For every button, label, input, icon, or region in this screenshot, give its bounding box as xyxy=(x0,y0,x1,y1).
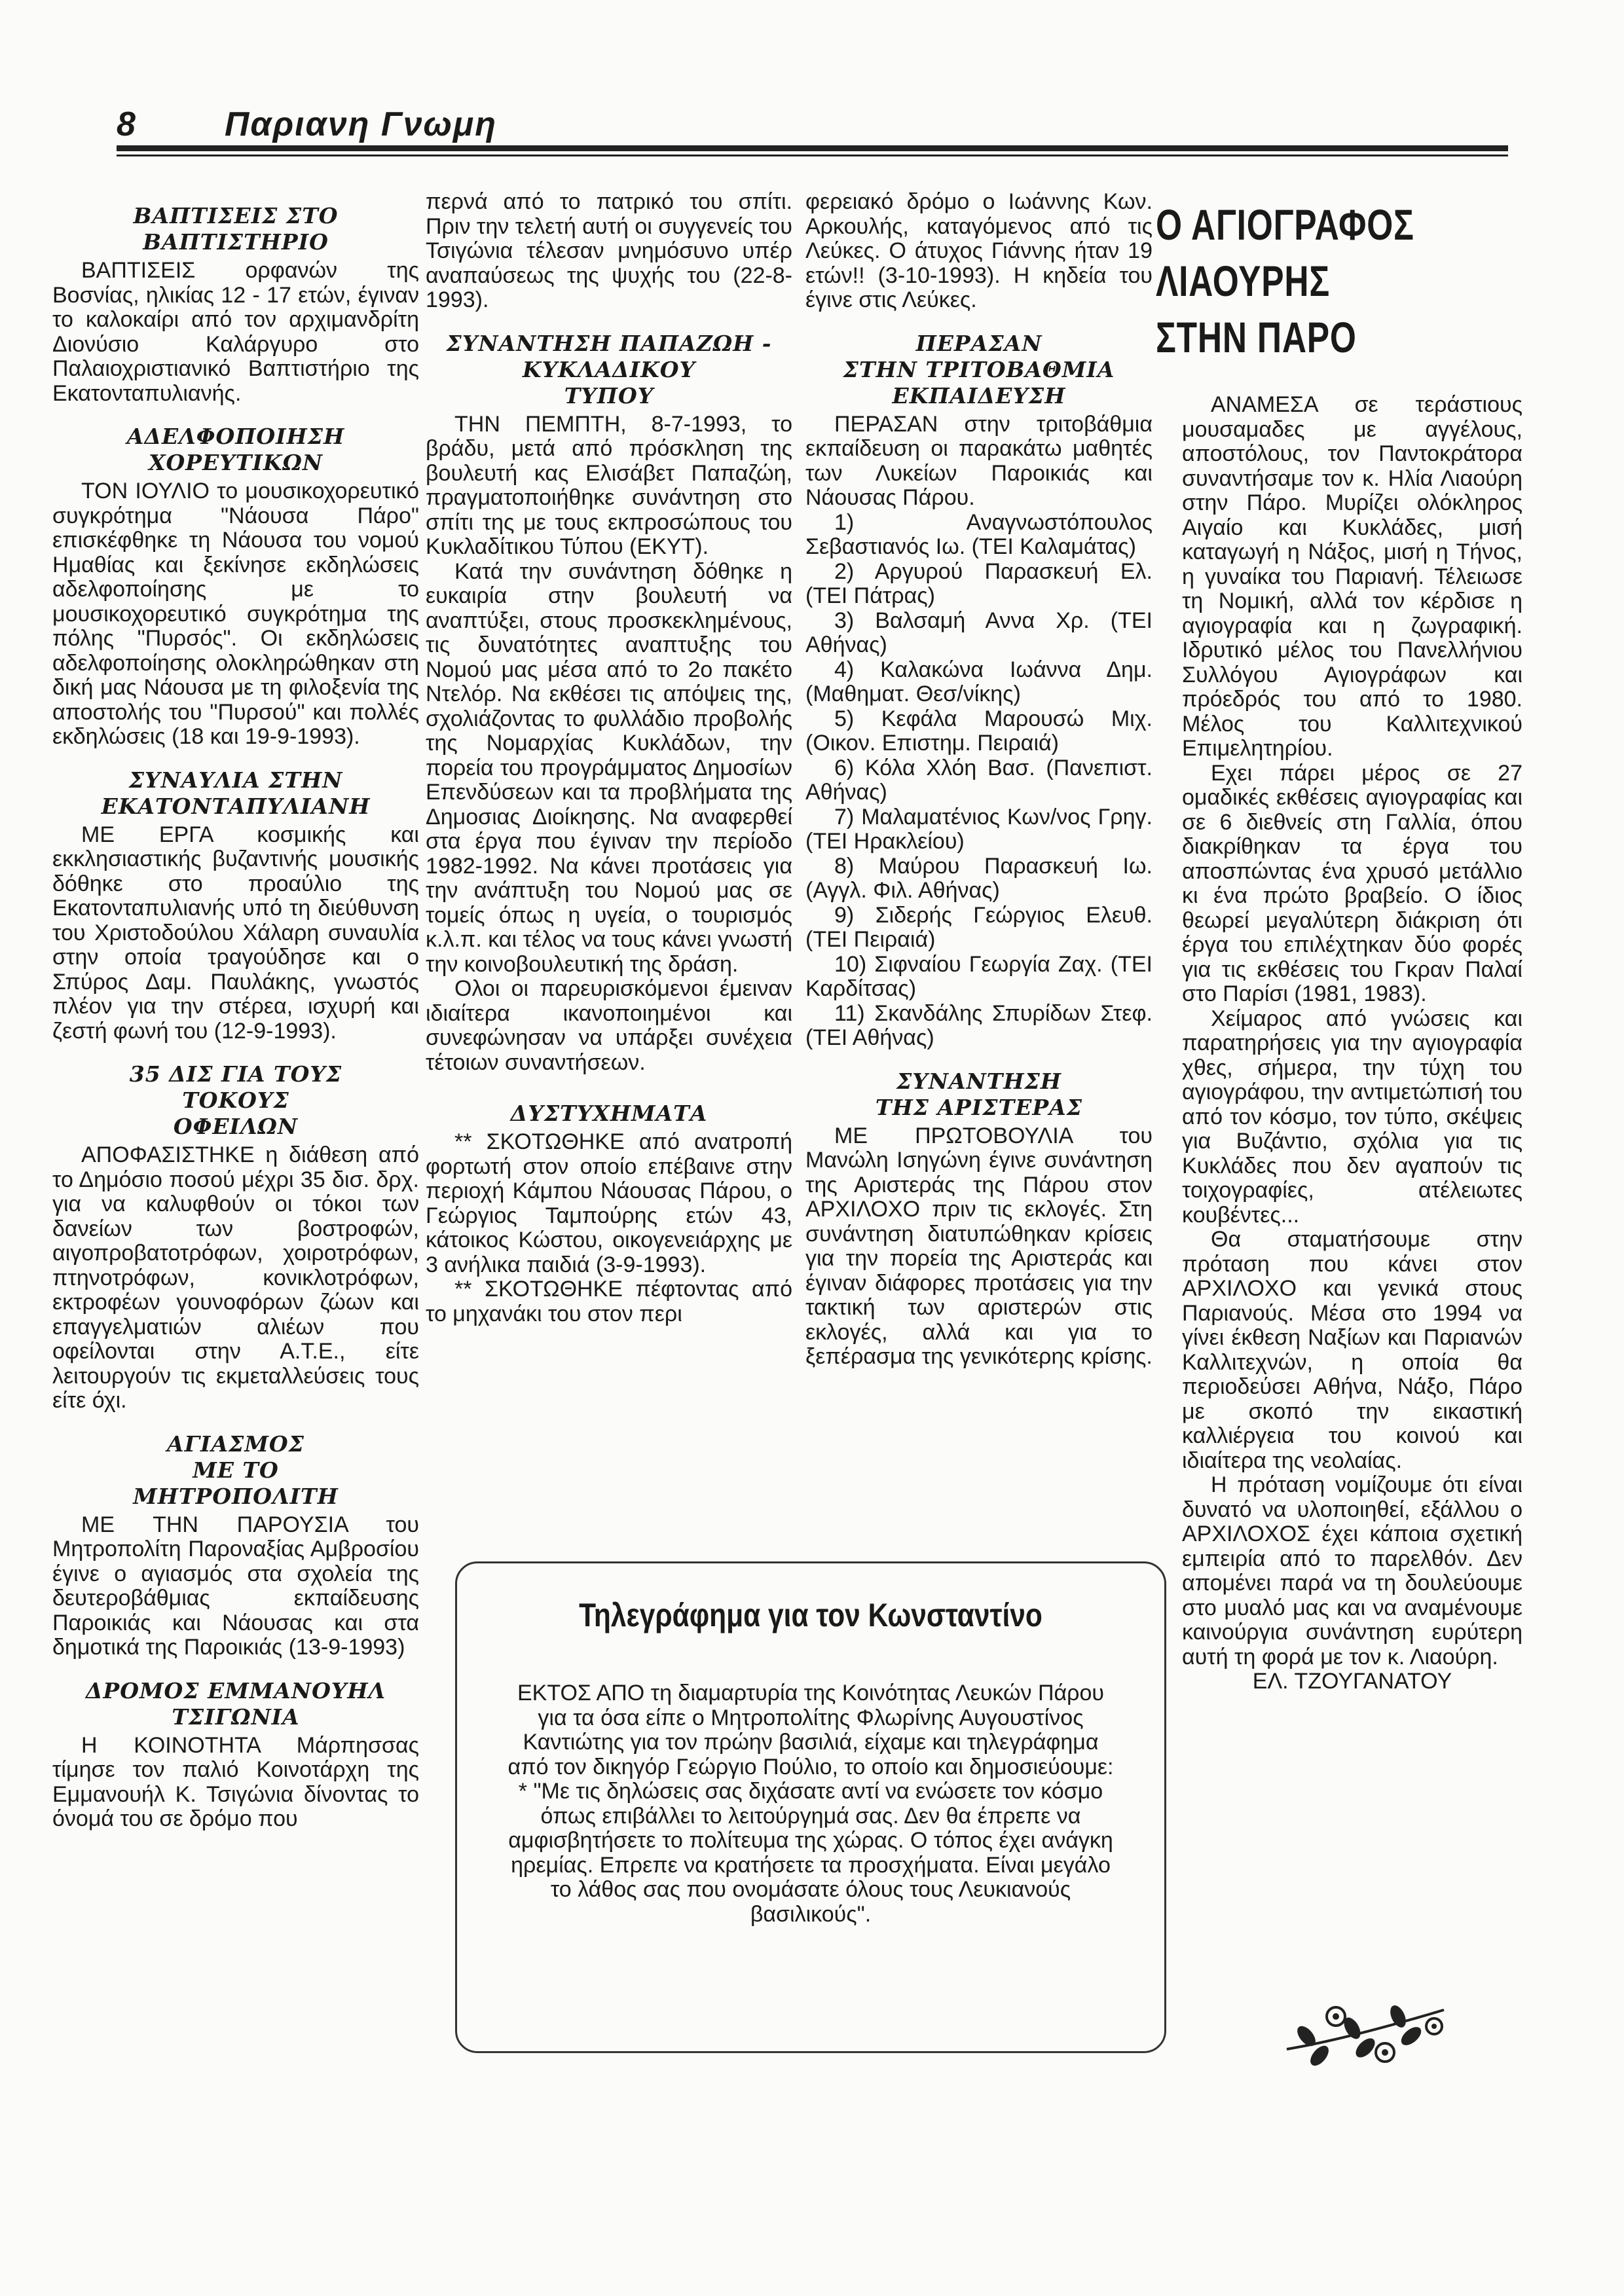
list-item: 10) Σιφναίου Γεωργία Ζαχ. (ΤΕΙ Καρδίτσας) xyxy=(805,951,1153,1001)
article-university-entry xyxy=(805,327,1153,1051)
box-text: * "Με τις δηλώσεις σας διχάσατε αντί να ενώσετε τον κόσμο όπως επιβάλλει το λειτούργημά σας. Δεν θα έπρεπε να αμφισβητήσετε το πολίτευμα της χώρας. Ο τόπος έχει ανάγκη ηρεμίας. Επρεπε να κρατήσετε τα προσχήματα. Είναι μεγάλο το λάθος σας που ονομάσατε όλους τους Λευκιανούς βασιλικούς". xyxy=(508,1779,1113,1927)
article-loans xyxy=(52,1058,419,1413)
list-item: 9) Σιδερής Γεώργιος Ελευθ. (ΤΕΙ Πειραιά) xyxy=(805,902,1153,952)
article-text: ΜΕ ΕΡΓΑ κοσμικής και εκκλησιαστικής βυζαντινής μουσικής δόθηκε στο προαύλιο της Εκατονταπυλιανής υπό τη διεύθυνση του Χριστοδούλου Χάλαρη συναυλία στην οποία τραγούδησε και ο Σπύρος Δαμ. Παυλάκης, γνωστός πλέον για την στέρεα, ισχυρή και ζεστή φωνή του (12-9-1993). xyxy=(52,822,419,1044)
article-heading: ΕΚΠΑΙΔΕΥΣΗ xyxy=(892,382,1066,409)
article-text: ΤΟΝ ΙΟΥΛΙΟ το μουσικοχορευτικό συγκρότημα "Νάουσα Πάρο" επισκέφθηκε τη Νάουσα του νομού Ημαθίας και ξεκίνησε εκδηλώσεις αδελφοποίησης με το μουσικοχορευτικό συγκρότημα της πόλης "Πυρσός". Οι εκδηλώσεις αδελφοποίησης ολοκληρώθηκαν στη δική μας Νάουσα με τη φιλοξενία της αποστολής του "Πυρσού" και πολλές εκδηλώσεις (18 και 19-9-1993). xyxy=(52,479,419,749)
article-heading: ΑΓΙΑΣΜΟΣ xyxy=(166,1430,304,1457)
article-heading: 35 ΔΙΣ ΓΙΑ ΤΟΥΣ xyxy=(129,1061,342,1087)
list-item: 1) Αναγνωστόπουλος Σεβαστιανός Ιω. (ΤΕΙ Καλαμάτας) xyxy=(805,509,1153,559)
article-heading: ΟΦΕΙΛΩΝ xyxy=(173,1114,299,1139)
column-2 xyxy=(426,190,792,1326)
article-heading: ΑΔΕΛΦΟΠΟΙΗΣΗ xyxy=(126,424,345,449)
feature-title-line: ΛΙΑΟΥΡΗΣ xyxy=(1156,257,1331,305)
article-text: Χείμαρος από γνώσεις και παρατηρήσεις για την αγιογραφία χθες, σήμερα, την τύχη του αγιογράφου, την αντιμετώπισή του από τον κόσμο, τον τύπο, σκέψεις για Βυζάντιο, σχόλια για τις Κυκλάδες που δεν αγαπούν τις τοιχογραφίες, ατέλειωτες κουβέντες... xyxy=(1182,1006,1522,1228)
newspaper-title: Παριανη Γνωμη xyxy=(225,105,498,143)
page-header xyxy=(117,103,1505,143)
list-item: 8) Μαύρου Παρασκευή Ιω. (Αγγλ. Φιλ. Αθήνας) xyxy=(805,853,1153,903)
article-heading: ΤΥΠΟΥ xyxy=(564,382,654,409)
list-item: 3) Βαλσαμή Αννα Χρ. (ΤΕΙ Αθήνας) xyxy=(805,608,1153,657)
article-accidents xyxy=(426,1097,792,1326)
article-heading: ΒΑΠΤΙΣΤΗΡΙΟ xyxy=(143,229,329,255)
article-concert xyxy=(52,764,419,1044)
article-text: ΑΠΟΦΑΣΙΣΤΗΚΕ η διάθεση από το Δημόσιο ποσού μέχρι 35 δισ. δρχ. για να καλυφθούν οι τόκοι των δανείων των βοστροφών, αιγοπροβατοτρόφων, χοιροτρόφων, πτηνοτρόφων, κονικλοτρόφων, εκτροφέων γουνοφόρων ζώων και επαγγελματιών αλιέων που οφείλονται στην Α.Τ.Ε., είτε λειτουργούν τις εκμεταλλεύσεις τους είτε όχι. xyxy=(52,1142,419,1413)
article-heading: ΣΥΝΑΝΤΗΣΗ xyxy=(896,1068,1062,1094)
article-text: Θα σταματήσουμε στην πρόταση που κάνει στον ΑΡΧΙΛΟΧΟ και γενικά στους Παριανούς. Μέσα στο 1994 να γίνει έκθεση Ναξίων και Παριανών Καλλιτεχνών, η οποία θα περιοδεύσει Αθήνα, Νάξο, Πάρο με σκοπό την εικαστική καλλιέργεια του κοινού και ιδιαίτερα της νεολαίας. xyxy=(1182,1227,1522,1473)
list-item: 4) Καλακώνα Ιωάννα Δημ. (Μαθηματ. Θεσ/νίκης) xyxy=(805,657,1153,706)
article-heading: ΚΥΚΛΑΔΙΚΟΥ xyxy=(522,356,696,382)
article-text: Η ΚΟΙΝΟΤΗΤΑ Μάρπησσας τίμησε τον παλιό Κοινοτάρχη της Εμμανουήλ Κ. Τσιγώνια δίνοντας το όνομά του σε δρόμο που xyxy=(52,1732,419,1831)
telegram-box xyxy=(455,1561,1166,2053)
floral-ornament-icon xyxy=(1280,1997,1450,2069)
article-heading: ΤΗΣ ΑΡΙΣΤΕΡΑΣ xyxy=(875,1094,1083,1120)
article-meeting-papazoi xyxy=(426,327,792,1076)
article-text: Κατά την συνάντηση δόθηκε η ευκαιρία στην βουλευτή να αναπτύξει, στους προσκεκλημένους, τις δυνατότητες αναπτυξης του Νομού μας μέσα από το 2ο πακέτο Ντελόρ. Να εκθέσει τις απόψεις της, σχολιάζοντας το φυλλάδιο προβολής της Νομαρχίας Κυκλάδων, την πορεία του προγράμματος Δημοσίων Επενδύσεων και τα προβλήματα της Δημοσιας Διοίκησης. Να αναφερθεί στα έργα που έγιναν την περίοδο 1982-1992. Να κάνει προτάσεις για την ανάπτυξη του Νομού μας σε τομείς όπως η υγεία, ο τουρισμός κ.λ.π. και τέλος να τους κάνει γνωστή την κοινοβουλευτική της δράση. xyxy=(426,558,792,977)
article-street xyxy=(52,1675,419,1832)
article-blessing xyxy=(52,1428,419,1660)
feature-title-line: ΣΤΗΝ ΠΑΡΟ xyxy=(1156,313,1357,361)
article-text-continued: φερειακό δρόμο ο Ιωάννης Κων. Αρκουλής, καταγόμενος από τις Λεύκες. Ο άτυχος Γιάννης ήταν 19 ετών!! (3-10-1993). Η κηδεία του έγινε στις Λεύκες. xyxy=(805,189,1153,312)
article-heading: ΒΑΠΤΙΣΕΙΣ ΣΤΟ xyxy=(133,203,339,228)
article-text: ΤΗΝ ΠΕΜΠΤΗ, 8-7-1993, το βράδυ, μετά από πρόσκληση της βουλευτή κας Ελισάβετ Παπαζώη, πραγματοποιήθηκε συνάντηση στο σπίτι της με τους εκπροσώπους του Κυκλαδίτικου Τύπου (ΕΚΥΤ). xyxy=(426,411,792,559)
page-number: 8 xyxy=(117,105,136,143)
list-item: 6) Κόλα Χλόη Βασ. (Πανεπιστ. Αθήνας) xyxy=(805,755,1153,805)
article-text: Η πρόταση νομίζουμε ότι είναι δυνατό να υλοποιηθεί, εξάλλου ο ΑΡΧΙΛΟΧΟΣ έχει κάποια σχετική εμπειρία από το παρελθόν. Δεν απομένει παρά να τη δουλεύουμε στο μυαλό μας και να αναμένουμε καινούργια συνάντηση ευρύτερη αυτή τη φορά με τον κ. Λιαούρη. xyxy=(1182,1472,1522,1669)
article-text: Εχει πάρει μέρος σε 27 ομαδικές εκθέσεις αγιογραφίας και σε 6 διεθνείς στη Γαλλία, όπου διακρίθηκαν τα έργα του αποσπώντας ένα χρυσό μετάλλιο κι ένα πρώτο βραβείο. Ο ίδιος θεωρεί μεγαλύτερη διάκριση ότι έργα του επιλέχτηκαν δύο φορές για τις εκθέσεις του Γκραν Παλαί στο Παρίσι (1981, 1983). xyxy=(1182,760,1522,1006)
article-heading: ΠΕΡΑΣΑΝ xyxy=(915,330,1043,356)
article-heading: ΔΡΟΜΟΣ ΕΜΜΑΝΟΥΗΛ xyxy=(85,1677,386,1704)
article-heading: ΤΟΚΟΥΣ xyxy=(182,1087,289,1113)
article-heading: ΤΣΙΓΩΝΙΑ xyxy=(172,1704,300,1730)
article-text: ** ΣΚΟΤΩΘΗΚΕ πέφτοντας από το μηχανάκι του στον περι xyxy=(426,1277,792,1326)
list-item: 5) Κεφάλα Μαρουσώ Μιχ. (Οικον. Επιστημ. Πειραιά) xyxy=(805,706,1153,756)
list-item: 7) Μαλαματένιος Κων/νος Γρηγ. (ΤΕΙ Ηρακλείου) xyxy=(805,804,1153,854)
box-body xyxy=(503,1681,1118,1927)
article-heading: ΕΚΑΤΟΝΤΑΠΥΛΙΑΝΗ xyxy=(101,793,371,819)
article-heading: ΣΥΝΑΝΤΗΣΗ ΠΑΠΑΖΩΗ - xyxy=(446,330,772,356)
article-text: ** ΣΚΟΤΩΘΗΚΕ από ανατροπή φορτωτή στον οποίο επέβαινε στην περιοχή Κάμπου Νάουσας Πάρου, ο Γεώργιος Ταμπούρης ετών 43, κάτοικος Κώστου, οικογενειάρχης με 3 ανήλικα παιδιά (3-9-1993). xyxy=(426,1129,792,1277)
article-heading: ΧΟΡΕΥΤΙΚΩΝ xyxy=(148,450,323,475)
article-baptisms xyxy=(52,200,419,406)
article-left-meeting xyxy=(805,1065,1153,1370)
column-4 xyxy=(1182,393,1522,1694)
list-item: 2) Αργυρού Παρασκευή Ελ. (ΤΕΙ Πάτρας) xyxy=(805,558,1153,608)
column-3 xyxy=(805,190,1153,1370)
feature-title-line: Ο ΑΓΙΟΓΡΑΦΟΣ xyxy=(1156,200,1414,249)
author-signature: ΕΛ. ΤΖΟΥΓΑΝΑΤΟΥ xyxy=(1252,1669,1452,1694)
list-item: 11) Σκανδάλης Σπυρίδων Στεφ. (ΤΕΙ Αθήνας) xyxy=(805,1000,1153,1050)
article-heading: ΣΤΗΝ ΤΡΙΤΟΒΑΘΜΙΑ xyxy=(843,356,1115,382)
article-text: ΑΝΑΜΕΣΑ σε τεράστιους μουσαμαδες με αγγέλους, αποστόλους, τον Παντοκράτορα συναντήσαμε τον κ. Ηλία Λιαούρη στην Πάρο. Μυρίζει ολόκληρος Αιγαίο και Κυκλάδες, μισή καταγωγή η Νάξος, μισή η Τήνος, η γυναίκα του Παριανή. Τέλειωσε τη Νομική, αλλά τον κέρδισε η αγιογραφία και η ζωγραφική. Ιδρυτικό μέλος του Πανελλήνιου Συλλόγου Αγιογράφων και πρόεδρός του από το 1980. Μέλος του Καλλιτεχνικού Επιμελητηρίου. xyxy=(1182,392,1522,761)
column-1 xyxy=(52,200,419,1832)
article-text: ΜΕ ΠΡΩΤΟΒΟΥΛΙΑ του Μανώλη Ισηγώνη έγινε συνάντηση της Αριστεράς της Πάρου στον ΑΡΧΙΛΟΧΟ πριν τις εκλογές. Στη συνάντηση διατυπώθηκαν κρίσεις για την πορεία της Αριστεράς και έγιναν διάφορες προτάσεις για την τακτική των αριστερών στις εκλογές, αλλά και για το ξεπέρασμα της γενικότερης κρίσης. xyxy=(805,1123,1153,1369)
header-rule-thick xyxy=(117,145,1508,151)
article-heading: ΜΗΤΡΟΠΟΛΙΤΗ xyxy=(133,1483,339,1509)
article-text: ΠΕΡΑΣΑΝ στην τριτοβάθμια εκπαίδευση οι παρακάτω μαθητές των Λυκείων Παροικιάς και Νάουσας Πάρου. xyxy=(805,411,1153,510)
header-rule-thin xyxy=(117,155,1508,156)
article-heading: ΜΕ ΤΟ xyxy=(193,1457,279,1483)
box-title: Τηλεγράφημα για τον Κωνσταντίνο xyxy=(579,1597,1043,1633)
article-heading: ΣΥΝΑΥΛΙΑ ΣΤΗΝ xyxy=(128,767,343,793)
article-text-continued: περνά από το πατρικό του σπίτι. Πριν την τελετή αυτή οι συγγενείς του Τσιγώνια τέλεσαν μνημόσυνο υπέρ αναπαύσεως της ψυχής του (22-8-1993). xyxy=(426,189,792,312)
box-text: ΕΚΤΟΣ ΑΠΟ τη διαμαρτυρία της Κοινότητας Λευκών Πάρου για τα όσα είπε ο Μητροπολίτης Φλωρίνης Αυγουστίνος Καντιώτης για τον πρώην βασιλιά, είχαμε και τηλεγράφημα από τον δικηγόρ Γεώργιο Πούλιο, το οποίο και δημοσιεύουμε: xyxy=(507,1681,1114,1779)
article-text: ΒΑΠΤΙΣΕΙΣ ορφανών της Βοσνίας, ηλικίας 12 - 17 ετών, έγιναν το καλοκαίρι από τον αρχιμανδρίτη Διονύσιο Καλάργυρο στο Παλαιοχριστιανικό Βαπτιστήριο της Εκατονταπυλιανής. xyxy=(52,258,419,406)
article-twinning xyxy=(52,420,419,750)
feature-title xyxy=(1156,196,1442,365)
article-text: Ολοι οι παρευρισκόμενοι έμειναν ιδιαίτερα ικανοποιημένοι και συνεφώνησαν να υπάρξει συνέχεια τέτοιων συναντήσεων. xyxy=(426,976,792,1075)
article-heading: ΔΥΣΤΥΧΗΜΑΤΑ xyxy=(510,1101,708,1126)
article-text: ΜΕ ΤΗΝ ΠΑΡΟΥΣΙΑ του Μητροπολίτη Παροναξίας Αμβροσίου έγινε ο αγιασμός στα σχολεία της δευτεροβάθμιας εκπαίδευσης Παροικιάς και Νάουσας και στα δημοτικά της Παροικιάς (13-9-1993) xyxy=(52,1512,419,1660)
